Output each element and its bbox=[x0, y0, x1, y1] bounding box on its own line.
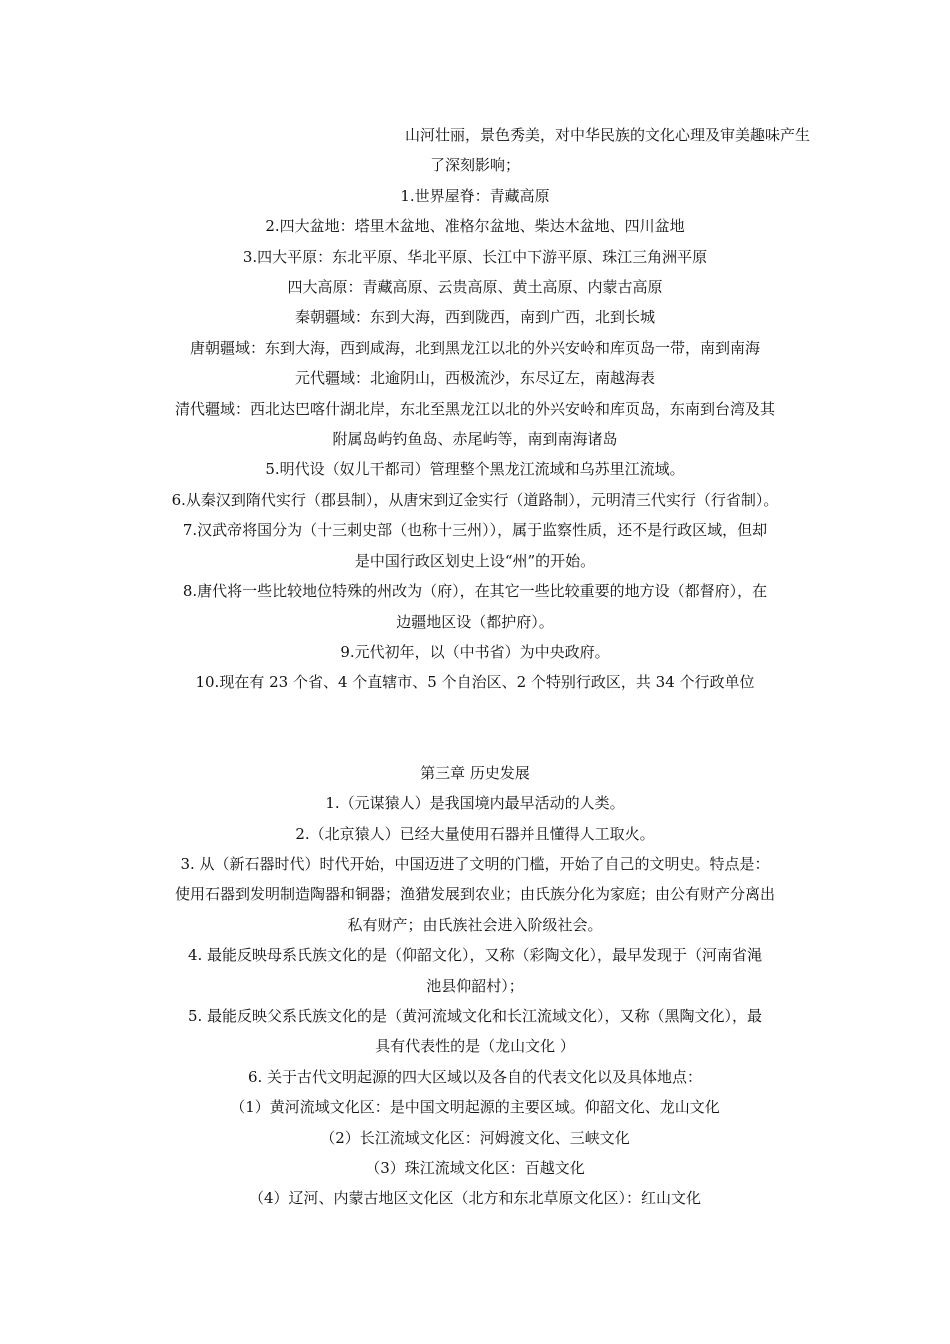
list-item: 秦朝疆域：东到大海，西到陇西，南到广西，北到长城 bbox=[294, 308, 655, 327]
list-item: 10.现在有 23 个省、4 个直辖市、5 个自治区、2 个特别行政区，共 34 个行政单位 bbox=[195, 673, 755, 692]
list-item: 2.（北京猿人）已经大量使用石器并且懂得人工取火。 bbox=[295, 824, 655, 843]
list-item: 6.从秦汉到隋代实行（郡县制），从唐宋到辽金实行（道路制），元明清三代实行（行省制）。 bbox=[171, 490, 779, 509]
list-item: 7.汉武帝将国分为（十三刺史部（也称十三州）），属于监察性质，还不是行政区域，但却 bbox=[182, 521, 768, 540]
list-item: 3.四大平原：东北平原、华北平原、长江中下游平原、珠江三角洲平原 bbox=[242, 247, 708, 266]
list-item: （2）长江流域文化区：河姆渡文化、三峡文化 bbox=[320, 1128, 630, 1147]
list-item: 6. 关于古代文明起源的四大区域以及各自的代表文化以及具体地点： bbox=[247, 1067, 703, 1086]
list-item: 4. 最能反映母系氏族文化的是（仰韶文化），又称（彩陶文化），最早发现于（河南省渑 bbox=[187, 946, 763, 965]
paragraph-line: 山河壮丽，景色秀美，对中华民族的文化心理及审美趣味产生 bbox=[404, 126, 810, 144]
list-item: 9.元代初年，以（中书省）为中央政府。 bbox=[340, 642, 610, 661]
list-item: 使用石器到发明制造陶器和铜器；渔猎发展到农业；由氏族分化为家庭；由公有财产分离出 bbox=[174, 885, 775, 904]
list-item: 附属岛屿钓鱼岛、赤尾屿等，南到南海诸岛 bbox=[332, 430, 618, 449]
list-item: 私有财产；由氏族社会进入阶级社会。 bbox=[347, 915, 603, 934]
paragraph-line: 了深刻影响； bbox=[429, 156, 520, 175]
list-item: 具有代表性的是（龙山文化 ） bbox=[375, 1037, 575, 1056]
section-spacer bbox=[140, 698, 810, 758]
list-item: 清代疆域：西北达巴喀什湖北岸，东北至黑龙江以北的外兴安岭和库页岛，东南到台湾及其 bbox=[174, 399, 775, 418]
list-item: 唐朝疆域：东到大海，西到咸海，北到黑龙江以北的外兴安岭和库页岛一带，南到南海 bbox=[189, 338, 760, 357]
list-item: 1.世界屋脊：青藏高原 bbox=[400, 186, 550, 205]
list-item: 2.四大盆地：塔里木盆地、准格尔盆地、柴达木盆地、四川盆地 bbox=[265, 217, 685, 236]
chapter-title: 第三章 历史发展 bbox=[420, 763, 530, 782]
list-item: 1.（元谋猿人）是我国境内最早活动的人类。 bbox=[325, 794, 625, 813]
list-item: 是中国行政区划史上设“州”的开始。 bbox=[354, 551, 596, 570]
list-item: 边疆地区设（都护府）。 bbox=[396, 612, 554, 631]
list-item: 5. 最能反映父系氏族文化的是（黄河流域文化和长江流域文化），又称（黑陶文化），最 bbox=[187, 1006, 763, 1025]
list-item: 5.明代设（奴儿干都司）管理整个黑龙江流域和乌苏里江流域。 bbox=[265, 460, 685, 479]
list-item: （1）黄河流域文化区：是中国文明起源的主要区域。仰韶文化、龙山文化 bbox=[230, 1098, 720, 1117]
document-body bbox=[140, 120, 810, 1214]
list-item: （3）珠江流域文化区：百越文化 bbox=[365, 1159, 585, 1177]
list-item: 元代疆域：北逾阴山，西极流沙，东尽辽左，南越海表 bbox=[294, 369, 655, 388]
list-item: 8.唐代将一些比较地位特殊的州改为（府），在其它一些比较重要的地方设（都督府），在 bbox=[182, 582, 768, 601]
list-item: （4）辽河、内蒙古地区文化区（北方和东北草原文化区）：红山文化 bbox=[248, 1189, 702, 1208]
list-item: 四大高原：青藏高原、云贵高原、黄土高原、内蒙古高原 bbox=[287, 278, 663, 297]
list-item: 3. 从（新石器时代）时代开始，中国迈进了文明的门槛，开始了自己的文明史。特点是： bbox=[180, 854, 770, 873]
list-item: 池县仰韶村）； bbox=[426, 976, 524, 995]
